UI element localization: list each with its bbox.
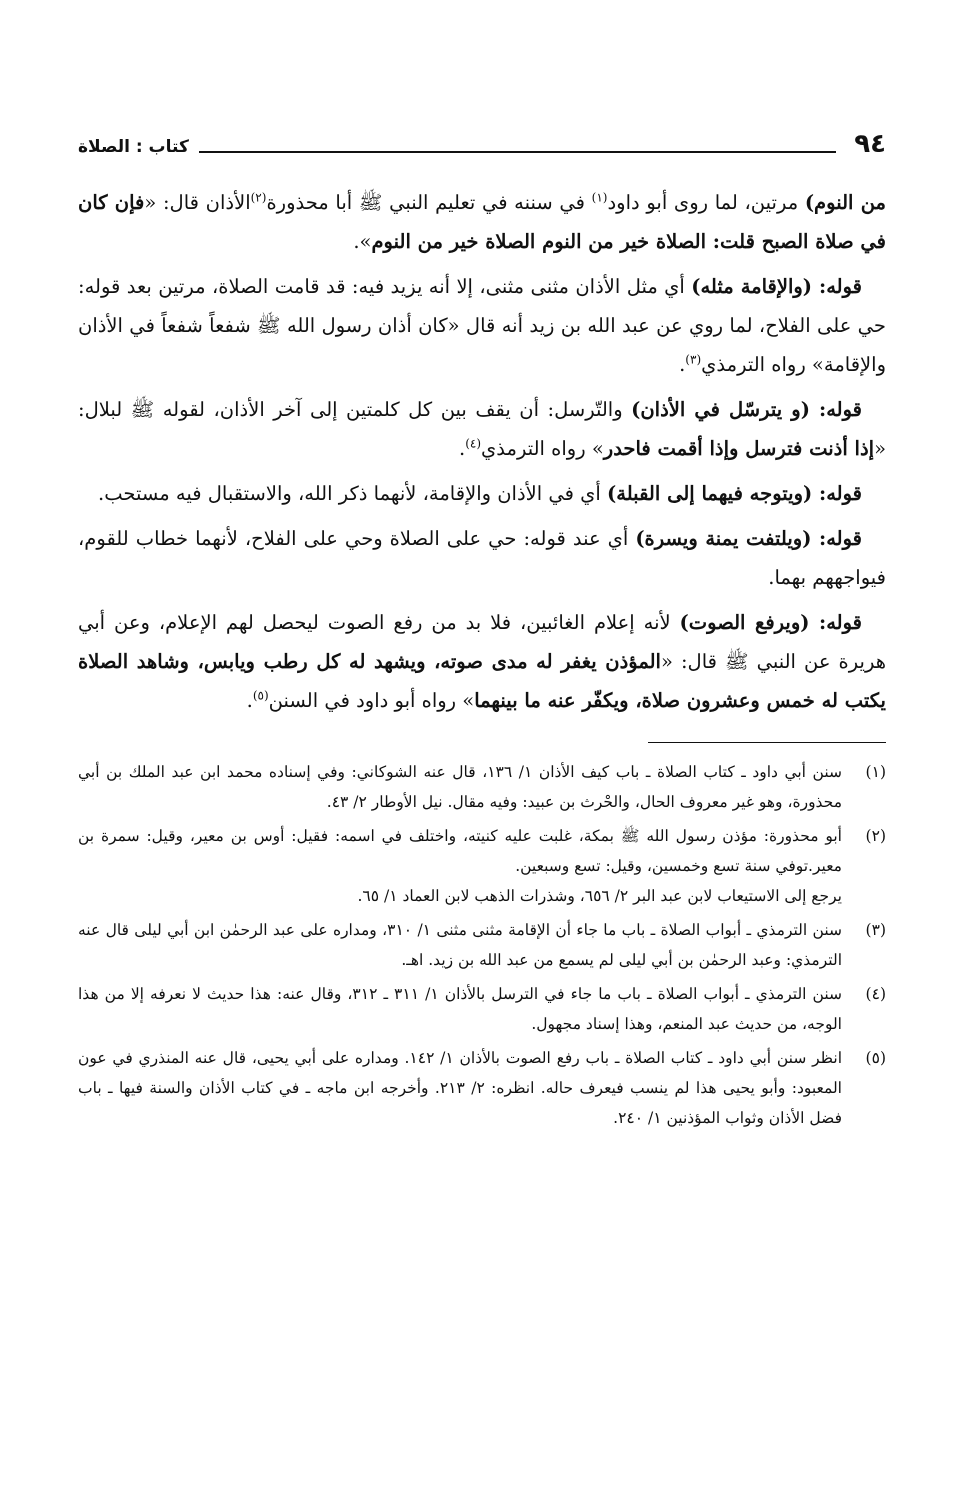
text-run: . bbox=[246, 689, 253, 712]
text-run: مرتين، لما روى أبو داود bbox=[607, 191, 805, 214]
text-run: في سننه في تعليم النبي ﷺ أبا محذورة bbox=[266, 191, 592, 214]
hadith-quote: إذا أذنت فترسل وإذا أقمت فاحدر bbox=[603, 437, 875, 460]
footnote-text-part: أبو محذورة: مؤذن رسول الله ﷺ بمكة، غلبت عليه كنيته، واختلف في اسمه: فقيل: أوس بن معير، وقيل: سمرة بن معير.توفي سنة تسع وخمسين، وقيل: تسع وسبعين. bbox=[78, 827, 842, 875]
book-page bbox=[78, 115, 886, 1137]
hadith-quote: فإن كان في صلاة الصبح قلت: الصلاة خير من النوم الصلاة خير من النوم bbox=[78, 191, 886, 253]
footnote-2 bbox=[78, 821, 886, 911]
footnote-text: انظر سنن أبي داود ـ كتاب الصلاة ـ باب رفع الصوت بالأذان ١/ ١٤٢. ومداره على أبي يحيى، قال عنه المنذري في عون المعبود: وأبو يحيى هذا لم ينسب فيعرف حاله. انظره: ٢/ ٢١٣. وأخرجه ابن ماجه ـ في كتاب الأذان والسنة فيها ـ باب فضل الأذان وثواب المؤذنين ١/ ٢٤٠. bbox=[78, 1049, 842, 1127]
footnote-ref-3: (٣) bbox=[685, 352, 702, 367]
footnote-3 bbox=[78, 915, 886, 975]
text-run: والتّرسل: أن يقف بين كل كلمتين إلى آخر الأذان، لقوله ﷺ لبلال: « bbox=[78, 398, 886, 460]
paragraph-4 bbox=[78, 474, 886, 513]
footnote-text: سنن الترمذي ـ أبواب الصلاة ـ باب ما جاء في الترسل بالأذان ١/ ٣١١ ـ ٣١٢، وقال عنه: هذا حديث لا نعرفه إلا من هذا الوجه، من حديث عبد المنعم، وهذا إسناد مجهول. bbox=[78, 985, 842, 1033]
main-text bbox=[78, 183, 886, 720]
page-number: ٩٤ bbox=[854, 129, 886, 159]
footnote-separator bbox=[648, 742, 886, 743]
paragraph-5 bbox=[78, 519, 886, 597]
paragraph-3 bbox=[78, 390, 886, 468]
text-run: أي مثل الأذان مثنى مثنى، إلا أنه يزيد فيه: قد قامت الصلاة، مرتين بعد قوله: حي على الفلاح، لما روي عن عبد الله بن زيد أنه قال «كان أذان رسول الله ﷺ شفعاً شفعاً في الأذان والإقامة» رواه الترمذي bbox=[78, 275, 886, 376]
running-title: كتاب : الصلاة bbox=[78, 137, 189, 157]
footnote-text: سنن أبي داود ـ كتاب الصلاة ـ باب كيف الأذان ١/ ١٣٦، قال عنه الشوكاني: وفي إسناده محمد ابن عبد الملك بن أبي محذورة، وهو غير معروف الحال، والحْرث بن عبيد: وفيه مقال. نيل الأوطار ٢/ ٤٣. bbox=[78, 763, 842, 811]
footnote-number: (١) bbox=[865, 763, 886, 781]
footnote-number: (٢) bbox=[865, 827, 886, 845]
text-run: » رواه أبو داود في السنن bbox=[268, 689, 475, 712]
footnote-5 bbox=[78, 1043, 886, 1133]
footnote-text bbox=[78, 821, 842, 911]
page-header bbox=[78, 115, 886, 159]
text-run: أي عند قوله: حي على الصلاة وحي على الفلاح، لأنهما خطاب للقوم، فيواجههم بهما. bbox=[78, 527, 886, 589]
footnote-4 bbox=[78, 979, 886, 1039]
paragraph-1 bbox=[78, 183, 886, 261]
text-run: الأذان قال: « bbox=[144, 191, 251, 214]
paragraph-2 bbox=[78, 267, 886, 384]
text-run: » رواه الترمذي bbox=[481, 437, 604, 460]
bold-phrase: قوله: (والإقامة مثله) bbox=[691, 275, 862, 298]
text-run: . bbox=[459, 437, 466, 460]
text-run: ». bbox=[353, 230, 372, 253]
footnote-number: (٤) bbox=[865, 985, 886, 1003]
footnotes bbox=[78, 757, 886, 1133]
bold-phrase: قوله: (ويرفع الصوت) bbox=[679, 611, 862, 634]
footnote-text-part: يرجع إلى الاستيعاب لابن عبد البر ٢/ ٦٥٦، وشذرات الذهب لابن العماد ١/ ٦٥. bbox=[357, 887, 842, 905]
footnote-ref-1: (١) bbox=[591, 190, 608, 205]
hadith-quote: المؤذن يغفر له مدى صوته، ويشهد له كل رطب ويابس، وشاهد الصلاة يكتب له خمس وعشرون صلاة، ويكفّر عنه ما بينهما bbox=[78, 650, 886, 712]
footnote-number: (٣) bbox=[865, 921, 886, 939]
footnote-1 bbox=[78, 757, 886, 817]
footnote-ref-2: (٢) bbox=[250, 190, 267, 205]
text-run: لأنه إعلام الغائبين، فلا بد من رفع الصوت ليحصل لهم الإعلام، وعن أبي هريرة عن النبي ﷺ قال: « bbox=[78, 611, 886, 673]
paragraph-6 bbox=[78, 603, 886, 720]
bold-phrase: قوله: (و يترسّل في الأذان) bbox=[631, 398, 863, 421]
footnote-ref-5: (٥) bbox=[252, 688, 269, 703]
bold-phrase: قوله: (ويتوجه فيهما إلى القبلة) bbox=[607, 482, 862, 505]
footnote-text: سنن الترمذي ـ أبواب الصلاة ـ باب ما جاء أن الإقامة مثنى مثنى ١/ ٣١٠، ومداره على عبد الرحمٰن ابن أبي ليلى قال عنه الترمذي: وعبد الرحمٰن بن أبي ليلى لم يسمع من عبد الله بن زيد. اهـ. bbox=[78, 921, 842, 969]
footnote-ref-4: (٤) bbox=[465, 436, 482, 451]
text-run: أي في الأذان والإقامة، لأنهما ذكر الله، والاستقبال فيه مستحب. bbox=[98, 482, 608, 505]
text-run: . bbox=[679, 353, 686, 376]
bold-phrase: قوله: (ويلتفت يمنة ويسرة) bbox=[635, 527, 863, 550]
bold-phrase: من النوم) bbox=[804, 191, 886, 214]
footnote-number: (٥) bbox=[865, 1049, 886, 1067]
header-rule bbox=[199, 151, 836, 153]
